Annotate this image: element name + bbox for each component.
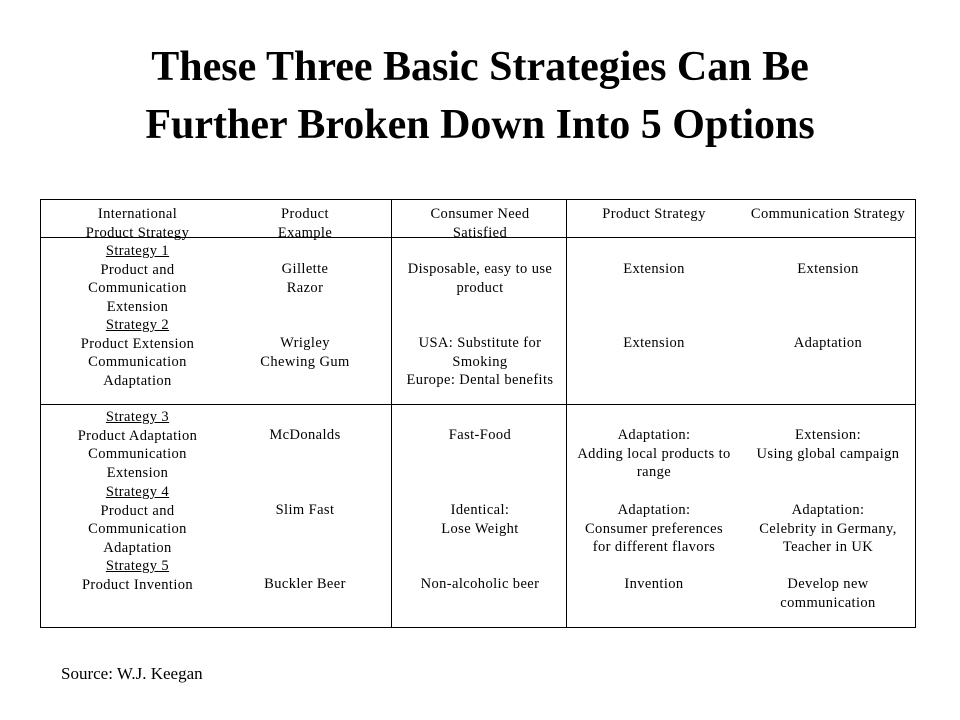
communication-strategy-line: Adaptation xyxy=(793,335,863,351)
product-strategy-line: Adaptation: xyxy=(617,427,691,443)
product-strategy-line: Invention xyxy=(624,576,684,592)
strategy-1-communication-strategy xyxy=(742,260,914,279)
strategy-name-line: Product Extension xyxy=(80,335,195,352)
communication-strategy-line: Celebrity in Germany, xyxy=(759,520,897,537)
strategy-name-line: Communication xyxy=(88,354,187,370)
communication-strategy-line: Using global campaign xyxy=(756,445,900,462)
strategy-5-name xyxy=(50,557,225,594)
need-line: Smoking xyxy=(452,353,508,370)
strategy-name-line: Communication xyxy=(88,521,187,537)
strategy-4-need xyxy=(395,501,565,538)
header-product-example xyxy=(240,205,370,242)
strategy-name-line: Product Adaptation xyxy=(77,427,198,444)
strategy-2-need xyxy=(395,334,565,390)
column-divider-1 xyxy=(391,199,392,628)
header-line: Product xyxy=(281,206,329,222)
communication-strategy-line: Adaptation: xyxy=(791,502,865,518)
communication-strategy-line: Develop new xyxy=(787,576,869,592)
header-line: Communication Strategy xyxy=(750,206,906,222)
strategy-label: Strategy 1 xyxy=(105,243,170,259)
strategy-4-name xyxy=(50,483,225,557)
header-consumer-need xyxy=(395,205,565,242)
header-line: International xyxy=(97,206,178,222)
strategy-name-line: Extension xyxy=(106,298,169,315)
need-line: Europe: Dental benefits xyxy=(406,372,554,388)
slide-title xyxy=(0,38,960,154)
need-line: Non-alcoholic beer xyxy=(420,576,540,592)
strategy-label: Strategy 5 xyxy=(105,558,170,574)
communication-strategy-line: communication xyxy=(780,594,876,611)
example-line: McDonalds xyxy=(269,427,341,443)
strategy-4-product-strategy xyxy=(570,501,738,557)
strategy-2-name xyxy=(50,316,225,390)
header-line: Product Strategy xyxy=(85,224,190,241)
need-line: USA: Substitute for xyxy=(418,335,542,351)
header-line: Product Strategy xyxy=(602,206,706,222)
source-citation: Source: W.J. Keegan xyxy=(61,664,203,683)
header-line: Satisfied xyxy=(452,224,508,241)
example-line: Chewing Gum xyxy=(260,353,350,370)
strategy-label: Strategy 2 xyxy=(105,317,170,333)
communication-strategy-line: Teacher in UK xyxy=(782,539,874,555)
strategy-5-communication-strategy xyxy=(742,575,914,612)
need-line: Identical: xyxy=(450,502,510,518)
strategy-name-line: Extension xyxy=(106,464,169,481)
product-strategy-line: Extension xyxy=(623,335,685,351)
strategy-2-product-strategy xyxy=(570,334,738,353)
example-line: Gillette xyxy=(281,261,329,277)
product-strategy-line: range xyxy=(636,464,672,480)
slide-title-line-1: These Three Basic Strategies Can Be xyxy=(151,44,809,90)
strategy-3-name xyxy=(50,408,225,482)
example-line: Razor xyxy=(286,279,324,296)
need-line: Disposable, easy to use xyxy=(407,261,553,277)
header-line: Consumer Need xyxy=(430,206,530,222)
header-communication-strategy xyxy=(742,205,914,224)
need-line: product xyxy=(456,279,504,296)
strategy-1-example xyxy=(240,260,370,297)
header-line: Example xyxy=(277,224,333,241)
strategy-1-name xyxy=(50,242,225,316)
strategy-5-need xyxy=(395,575,565,594)
strategy-2-example xyxy=(240,334,370,371)
strategy-3-example xyxy=(240,426,370,445)
communication-strategy-line: Extension xyxy=(797,261,859,277)
example-line: Slim Fast xyxy=(275,502,335,518)
product-strategy-line: for different flavors xyxy=(592,539,716,555)
product-strategy-line: Consumer preferences xyxy=(584,520,724,537)
communication-strategy-line: Extension: xyxy=(794,427,862,443)
column-divider-2 xyxy=(566,199,567,628)
strategy-4-example xyxy=(240,501,370,520)
strategy-5-product-strategy xyxy=(570,575,738,594)
need-line: Lose Weight xyxy=(441,520,519,537)
strategy-name-line: Product and xyxy=(100,261,175,278)
strategy-name-line: Product and xyxy=(100,502,175,519)
need-line: Fast-Food xyxy=(448,427,512,443)
slide-title-line-2: Further Broken Down Into 5 Options xyxy=(145,102,815,148)
strategy-name-line: Adaptation xyxy=(103,372,172,389)
strategy-2-communication-strategy xyxy=(742,334,914,353)
header-product-strategy xyxy=(570,205,738,224)
strategy-3-need xyxy=(395,426,565,445)
strategy-1-product-strategy xyxy=(570,260,738,279)
example-line: Buckler Beer xyxy=(264,576,346,592)
example-line: Wrigley xyxy=(280,335,330,351)
row-divider-mid xyxy=(40,404,916,405)
header-international-product-strategy xyxy=(50,205,225,242)
strategy-name-line: Product Invention xyxy=(81,576,194,593)
strategy-name-line: Communication xyxy=(88,280,187,296)
strategy-3-product-strategy xyxy=(570,426,738,482)
strategy-4-communication-strategy xyxy=(742,501,914,557)
strategy-label: Strategy 3 xyxy=(105,409,170,425)
strategy-5-example xyxy=(240,575,370,594)
strategy-name-line: Adaptation xyxy=(103,539,172,556)
strategy-3-communication-strategy xyxy=(742,426,914,463)
product-strategy-line: Adding local products to xyxy=(577,445,731,462)
product-strategy-line: Adaptation: xyxy=(617,502,691,518)
strategy-label: Strategy 4 xyxy=(105,484,170,500)
strategy-1-need xyxy=(395,260,565,297)
product-strategy-line: Extension xyxy=(623,261,685,277)
strategy-name-line: Communication xyxy=(88,446,187,462)
